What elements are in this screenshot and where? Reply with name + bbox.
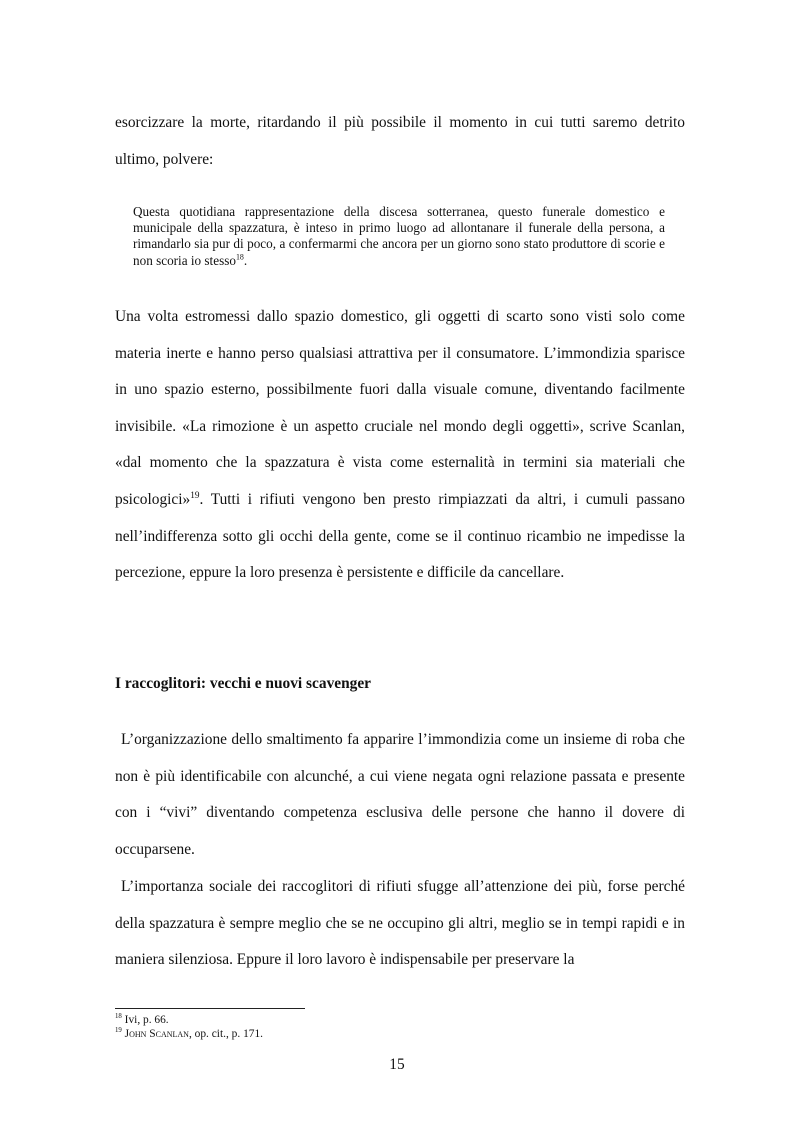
paragraph-3-text: L’organizzazione dello smaltimento fa apparire l’immondizia come un insieme di roba che non è più identificabile con alcunché, a cui viene negata ogni relazione passata e presente con i “vivi” diventando competenza esclusiva delle persone che hanno il dovere di occuparsene. — [115, 731, 685, 858]
paragraph-1 — [115, 105, 685, 178]
section-heading: I raccoglitori: vecchi e nuovi scavenger — [115, 675, 372, 692]
footnote-divider — [115, 1008, 305, 1009]
footnote-18-number: 18 — [115, 1013, 122, 1021]
paragraph-4-text: L’importanza sociale dei raccoglitori di rifiuti sfugge all’attenzione dei più, forse perché della spazzatura è sempre meglio che se ne occupino gli altri, meglio se in tempi rapidi e in maniera silenziosa. Eppure il loro lavoro è indispensabile per preservare la — [115, 878, 685, 969]
footnote-ref-18[interactable]: 18 — [235, 252, 244, 262]
footnote-19-number: 19 — [115, 1027, 122, 1035]
footnote-19-author: John Scanlan — [121, 1028, 189, 1040]
paragraph-3 — [115, 722, 685, 868]
footnote-18 — [115, 1013, 263, 1027]
footnote-19-text: , op. cit., p. 171. — [188, 1028, 264, 1040]
footnote-ref-19[interactable]: 19 — [190, 489, 200, 500]
page-number: 15 — [389, 1056, 405, 1073]
block-quote-text: Questa quotidiana rappresentazione della discesa sotterranea, questo funerale domestico e municipale della spazzatura, è inteso in primo luogo ad allontanare il funerale della persona, a rimandarlo sia pur di poco, a confermarmi che ancora per un giorno sono stato produttore di scorie e non scoria io stesso — [133, 204, 665, 268]
paragraph-2-text-a: Una volta estromessi dallo spazio domestico, gli oggetti di scarto sono visti solo come materia inerte e hanno perso qualsiasi attrattiva per il consumatore. L’immondizia sparisce in uno spazio esterno, possibilmente fuori dalla visuale comune, diventando facilmente invisibile. «La rimozione è un aspetto cruciale nel mondo degli oggetti», scrive Scanlan, «dal momento che la spazzatura è vista come esternalità in termini sia materiali che psicologici» — [115, 308, 685, 508]
block-quote — [133, 204, 665, 269]
paragraph-1-text: esorcizzare la morte, ritardando il più possibile il momento in cui tutti saremo detrito ultimo, polvere: — [115, 114, 685, 168]
block-quote-end: . — [243, 252, 248, 268]
footnotes — [115, 1013, 263, 1041]
footnote-18-text: Ivi, p. 66. — [121, 1014, 169, 1026]
paragraph-4 — [115, 869, 685, 979]
footnote-19 — [115, 1027, 263, 1041]
paragraph-2-text-b: . Tutti i rifiuti vengono ben presto rimpiazzati da altri, i cumuli passano nell’indifferenza sotto gli occhi della gente, come se il continuo ricambio ne impedisse la percezione, eppure la loro presenza è persistente e difficile da cancellare. — [115, 490, 685, 582]
paragraph-2 — [115, 299, 685, 592]
